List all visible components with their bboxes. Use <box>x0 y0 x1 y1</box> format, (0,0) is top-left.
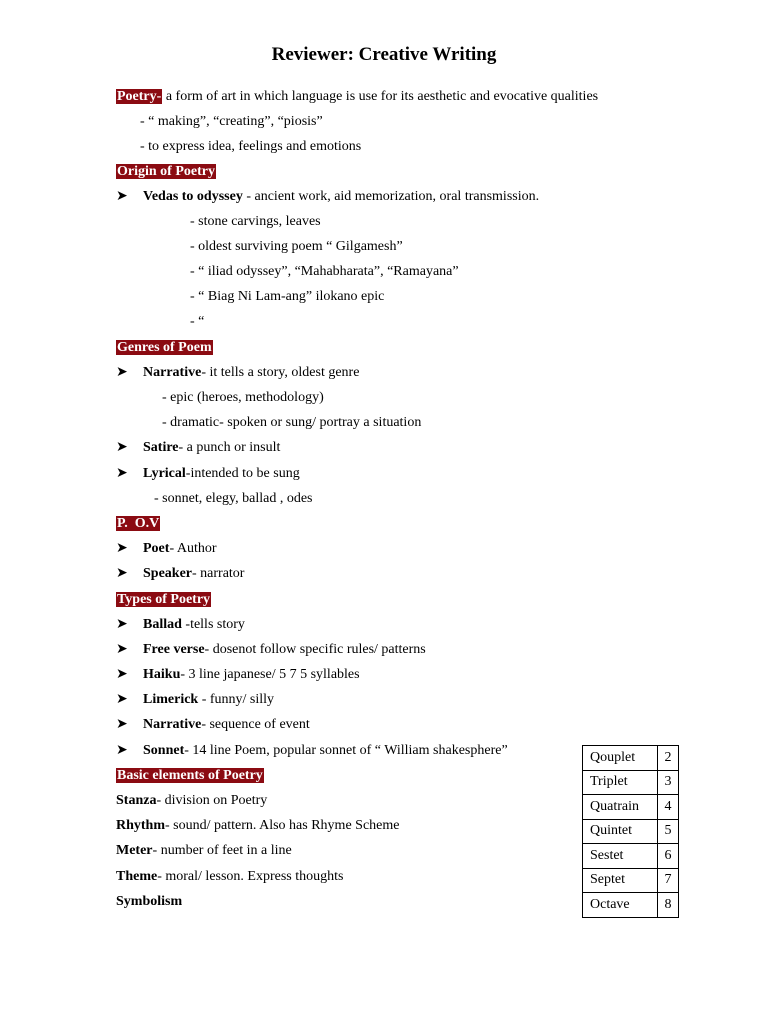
pov-term: Poet <box>143 541 170 556</box>
element-term: Theme <box>116 869 158 884</box>
genre-satire-term: Satire <box>143 440 179 455</box>
types-heading-label: Types of Poetry <box>117 592 211 607</box>
element-text: - division on Poetry <box>156 793 268 808</box>
stanza-name: Quintet <box>583 819 658 844</box>
genre-lyrical-sub: - sonnet, elegy, ballad , odes <box>154 491 313 506</box>
type-item <box>116 716 310 734</box>
genre-narrative-text: - it tells a story, oldest genre <box>201 365 360 380</box>
genre-lyrical-term: Lyrical <box>143 466 186 481</box>
table-row <box>583 795 679 820</box>
arrowhead-bullet-icon: ➤ <box>116 440 128 455</box>
origin-sub-5: - “ <box>190 314 205 329</box>
type-term: Ballad <box>143 617 182 632</box>
poetry-definition <box>116 88 598 106</box>
genre-satire <box>116 439 280 457</box>
type-text: - 14 line Poem, popular sonnet of “ William shakesphere” <box>184 743 508 758</box>
arrowhead-bullet-icon: ➤ <box>116 466 128 481</box>
element-term: Stanza <box>116 793 157 808</box>
genre-lyrical-text: -intended to be sung <box>185 466 300 481</box>
genre-narrative-sub-2: - dramatic- spoken or sung/ portray a situation <box>162 415 422 430</box>
origin-sub-2: - oldest surviving poem “ Gilgamesh” <box>190 239 403 254</box>
type-term: Sonnet <box>143 743 185 758</box>
table-row <box>583 868 679 893</box>
type-item <box>116 691 274 709</box>
stanza-table <box>582 745 679 918</box>
type-text: - dosenot follow specific rules/ patterns <box>204 642 426 657</box>
element-term: Meter <box>116 843 153 858</box>
type-text: -tells story <box>181 617 245 632</box>
arrowhead-bullet-icon: ➤ <box>116 617 128 632</box>
poetry-sub-1: - “ making”, “creating”, “piosis” <box>140 114 323 129</box>
arrowhead-bullet-icon: ➤ <box>116 667 128 682</box>
element-text: - number of feet in a line <box>152 843 292 858</box>
type-text: - sequence of event <box>201 717 310 732</box>
pov-heading-label: P. O.V <box>117 516 160 531</box>
poetry-sub-2: - to express idea, feelings and emotions <box>140 139 362 154</box>
stanza-lines: 3 <box>658 770 679 795</box>
arrowhead-bullet-icon: ➤ <box>116 717 128 732</box>
genre-satire-text: - a punch or insult <box>178 440 281 455</box>
element-term: Symbolism <box>116 894 183 909</box>
genres-heading <box>116 339 213 357</box>
stanza-name: Septet <box>583 868 658 893</box>
stanza-lines: 4 <box>658 795 679 820</box>
type-item <box>116 616 245 634</box>
stanza-lines: 5 <box>658 819 679 844</box>
arrowhead-bullet-icon: ➤ <box>116 642 128 657</box>
origin-sub-1: - stone carvings, leaves <box>190 214 321 229</box>
origin-heading <box>116 163 216 181</box>
origin-sub-3: - “ iliad odyssey”, “Mahabharata”, “Ramayana” <box>190 264 459 279</box>
table-row <box>583 770 679 795</box>
pov-text: - Author <box>169 541 217 556</box>
poetry-term: Poetry- <box>117 89 162 104</box>
type-text: - 3 line japanese/ 5 7 5 syllables <box>180 667 360 682</box>
stanza-lines: 8 <box>658 893 679 918</box>
stanza-name: Sestet <box>583 844 658 869</box>
elements-heading <box>116 767 264 785</box>
element-item <box>116 893 182 911</box>
stanza-name: Octave <box>583 893 658 918</box>
stanza-lines: 2 <box>658 746 679 771</box>
stanza-name: Qouplet <box>583 746 658 771</box>
arrowhead-bullet-icon: ➤ <box>116 365 128 380</box>
poetry-text: a form of art in which language is use for its aesthetic and evocative qualities <box>162 89 599 104</box>
element-text: - sound/ pattern. Also has Rhyme Scheme <box>165 818 400 833</box>
arrowhead-bullet-icon: ➤ <box>116 189 128 204</box>
type-term: Narrative <box>143 717 202 732</box>
type-item <box>116 641 426 659</box>
page-title: Reviewer: Creative Writing <box>271 44 497 65</box>
stanza-lines: 6 <box>658 844 679 869</box>
table-row <box>583 746 679 771</box>
type-item <box>116 666 360 684</box>
element-item <box>116 868 343 886</box>
type-term: Free verse <box>143 642 205 657</box>
genre-narrative <box>116 364 359 382</box>
element-item <box>116 842 292 860</box>
genre-narrative-term: Narrative <box>143 365 202 380</box>
origin-heading-label: Origin of Poetry <box>117 164 215 179</box>
pov-item <box>116 565 244 583</box>
origin-bullet <box>116 188 539 206</box>
pov-text: - narrator <box>192 566 245 581</box>
origin-text: - ancient work, aid memorization, oral transmission. <box>242 189 540 204</box>
arrowhead-bullet-icon: ➤ <box>116 743 128 758</box>
table-row <box>583 844 679 869</box>
type-item <box>116 742 508 760</box>
pov-heading <box>116 515 160 533</box>
origin-term: Vedas to odyssey <box>143 189 243 204</box>
stanza-lines: 7 <box>658 868 679 893</box>
genre-lyrical <box>116 465 300 483</box>
table-row <box>583 819 679 844</box>
genres-heading-label: Genres of Poem <box>117 340 212 355</box>
stanza-name: Quatrain <box>583 795 658 820</box>
type-text: - funny/ silly <box>198 692 275 707</box>
element-item <box>116 817 399 835</box>
arrowhead-bullet-icon: ➤ <box>116 541 128 556</box>
origin-sub-4: - “ Biag Ni Lam-ang” ilokano epic <box>190 289 385 304</box>
arrowhead-bullet-icon: ➤ <box>116 566 128 581</box>
element-text: - moral/ lesson. Express thoughts <box>157 869 344 884</box>
element-term: Rhythm <box>116 818 166 833</box>
stanza-name: Triplet <box>583 770 658 795</box>
type-term: Limerick <box>143 692 199 707</box>
types-heading <box>116 591 211 609</box>
element-item <box>116 792 267 810</box>
table-row <box>583 893 679 918</box>
pov-item <box>116 540 217 558</box>
pov-term: Speaker <box>143 566 192 581</box>
type-term: Haiku <box>143 667 181 682</box>
arrowhead-bullet-icon: ➤ <box>116 692 128 707</box>
genre-narrative-sub-1: - epic (heroes, methodology) <box>162 390 324 405</box>
elements-heading-label: Basic elements of Poetry <box>117 768 263 783</box>
